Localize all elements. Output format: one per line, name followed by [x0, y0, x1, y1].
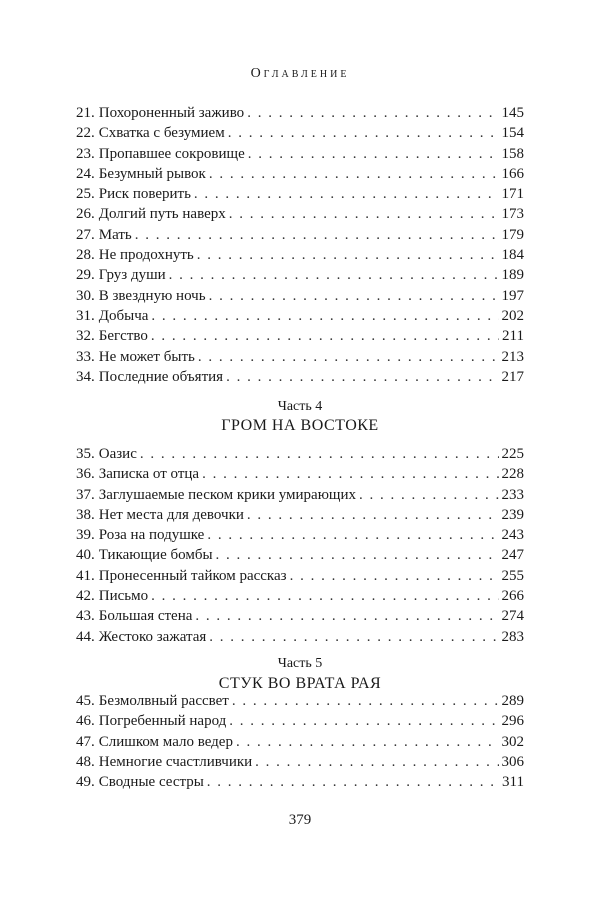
chapter-number: 34.: [76, 368, 95, 385]
chapter-page-number: 197: [501, 287, 524, 304]
toc-entry: [76, 225, 524, 245]
toc-entry: [76, 545, 524, 565]
chapter-number: 29.: [76, 267, 95, 284]
chapter-page-number: 239: [501, 506, 524, 523]
chapter-title: Долгий путь наверх: [98, 206, 226, 223]
chapter-title: Не может быть: [98, 348, 195, 365]
chapter-title: Сводные сестры: [98, 774, 204, 791]
dot-leader: [226, 367, 498, 387]
chapter-number: 47.: [76, 733, 95, 750]
chapter-number: 38.: [76, 506, 95, 523]
chapter-page-number: 189: [501, 267, 524, 284]
toc-entry: [76, 627, 524, 647]
toc-entry: [76, 505, 524, 525]
chapter-number: 49.: [76, 774, 95, 791]
chapter-page-number: 179: [501, 226, 524, 243]
chapter-number: 44.: [76, 628, 95, 645]
dot-leader: [140, 444, 499, 464]
toc-entry: [76, 732, 524, 752]
dot-leader: [232, 691, 499, 711]
chapter-number: 45.: [76, 693, 95, 709]
toc-entry: [76, 306, 524, 326]
chapter-title: Груз души: [98, 267, 166, 284]
dot-leader: [209, 627, 498, 647]
dot-leader: [197, 245, 499, 265]
dot-leader: [247, 103, 498, 123]
chapter-title: Немногие счастливчики: [98, 753, 253, 770]
toc-entry: [76, 485, 524, 505]
toc-entry: [76, 286, 524, 306]
chapter-page-number: 217: [501, 368, 524, 385]
chapter-page-number: 233: [501, 486, 524, 503]
dot-leader: [198, 347, 499, 367]
toc-entry: [76, 164, 524, 184]
toc-entry: [76, 752, 524, 772]
toc-entry: [76, 347, 524, 367]
toc-entry: [76, 711, 524, 731]
chapter-number: 46.: [76, 713, 95, 730]
chapter-title: Безумный рывок: [98, 165, 206, 182]
toc-entry: [76, 464, 524, 484]
chapter-page-number: 173: [501, 206, 524, 223]
chapter-page-number: 166: [501, 165, 524, 182]
dot-leader: [135, 225, 499, 245]
chapter-number: 33.: [76, 348, 95, 365]
chapter-page-number: 266: [501, 588, 524, 605]
toc-entry: [76, 586, 524, 606]
chapter-number: 24.: [76, 165, 95, 182]
chapter-title: Риск поверить: [98, 186, 191, 203]
chapter-number: 26.: [76, 206, 95, 223]
dot-leader: [255, 752, 498, 772]
chapter-number: 25.: [76, 186, 95, 203]
part-4-label: Часть 4: [277, 399, 323, 414]
chapter-title: Большая стена: [98, 608, 193, 625]
chapter-title: Роза на подушке: [98, 527, 205, 544]
chapter-page-number: 302: [501, 733, 524, 750]
chapter-title: Заглушаемые песком крики умирающих: [98, 486, 356, 503]
dot-leader: [202, 464, 498, 484]
chapter-title: Оазис: [98, 446, 137, 462]
chapter-page-number: 145: [501, 105, 524, 121]
chapter-page-number: 154: [501, 125, 524, 142]
chapter-page-number: 274: [501, 608, 524, 625]
toc-entry: [76, 204, 524, 224]
chapter-title: Безмолвный рассвет: [98, 693, 229, 709]
toc-entry: [76, 265, 524, 285]
chapter-page-number: 247: [501, 547, 524, 564]
dot-leader: [216, 545, 499, 565]
toc-entry: [76, 184, 524, 204]
toc-entry: [76, 444, 524, 464]
chapter-page-number: 213: [501, 348, 524, 365]
chapter-title: Жестоко зажатая: [98, 628, 207, 645]
toc-entry: [76, 606, 524, 626]
toc-entry: [76, 103, 524, 123]
chapter-number: 35.: [76, 446, 95, 462]
chapter-page-number: 184: [501, 247, 524, 264]
toc-entry: [76, 566, 524, 586]
dot-leader: [209, 164, 499, 184]
chapter-page-number: 225: [501, 446, 524, 462]
page-number: 379: [288, 812, 312, 828]
chapter-number: 21.: [76, 105, 95, 121]
chapter-number: 36.: [76, 466, 95, 483]
chapter-title: В звездную ночь: [98, 287, 206, 304]
chapter-title: Записка от отца: [98, 466, 200, 483]
dot-leader: [229, 711, 498, 731]
part-4-title: ГРОМ НА ВОСТОКЕ: [221, 417, 379, 434]
dot-leader: [290, 566, 499, 586]
toc-part-4: [76, 444, 524, 647]
dot-leader: [359, 485, 499, 505]
toc-group-1: [76, 103, 524, 387]
dot-leader: [248, 144, 499, 164]
chapter-title: Похороненный заживо: [98, 105, 245, 121]
chapter-page-number: 243: [501, 527, 524, 544]
dot-leader: [209, 286, 499, 306]
chapter-title: Слишком мало ведер: [98, 733, 233, 750]
toc-entry: [76, 367, 524, 387]
dot-leader: [247, 505, 499, 525]
chapter-number: 43.: [76, 608, 95, 625]
toc-entry: [76, 245, 524, 265]
chapter-title: Мать: [98, 226, 132, 243]
chapter-page-number: 289: [501, 693, 524, 709]
chapter-number: 41.: [76, 567, 95, 584]
dot-leader: [207, 525, 498, 545]
toc-entry: [76, 525, 524, 545]
chapter-number: 27.: [76, 226, 95, 243]
chapter-title: Пропавшее сокровище: [98, 145, 245, 162]
chapter-page-number: 255: [501, 567, 524, 584]
chapter-page-number: 311: [502, 774, 524, 791]
dot-leader: [151, 326, 499, 346]
running-header: Оглавление: [250, 66, 350, 81]
chapter-number: 22.: [76, 125, 95, 142]
chapter-title: Бегство: [98, 328, 148, 345]
dot-leader: [195, 606, 498, 626]
dot-leader: [169, 265, 499, 285]
chapter-title: Последние объятия: [98, 368, 224, 385]
chapter-number: 40.: [76, 547, 95, 564]
chapter-page-number: 202: [501, 307, 524, 324]
chapter-page-number: 283: [501, 628, 524, 645]
toc-entry: [76, 772, 524, 792]
chapter-number: 39.: [76, 527, 95, 544]
chapter-title: Пронесенный тайком рассказ: [98, 567, 287, 584]
part-5-label: Часть 5: [277, 656, 323, 671]
chapter-title: Схватка с безумием: [98, 125, 225, 142]
chapter-title: Добыча: [98, 307, 149, 324]
chapter-title: Письмо: [98, 588, 149, 605]
toc-entry: [76, 326, 524, 346]
chapter-number: 42.: [76, 588, 95, 605]
chapter-title: Тикающие бомбы: [98, 547, 213, 564]
chapter-page-number: 211: [502, 328, 524, 345]
dot-leader: [151, 306, 498, 326]
chapter-number: 48.: [76, 753, 95, 770]
dot-leader: [228, 123, 499, 143]
chapter-page-number: 228: [501, 466, 524, 483]
part-5-title: СТУК ВО ВРАТА РАЯ: [218, 675, 382, 692]
dot-leader: [151, 586, 498, 606]
chapter-page-number: 296: [501, 713, 524, 730]
dot-leader: [236, 732, 499, 752]
toc-entry: [76, 144, 524, 164]
toc-entry: [76, 123, 524, 143]
chapter-number: 30.: [76, 287, 95, 304]
toc-entry: [76, 691, 524, 711]
chapter-page-number: 171: [501, 186, 524, 203]
chapter-title: Не продохнуть: [98, 247, 194, 264]
chapter-number: 32.: [76, 328, 95, 345]
chapter-page-number: 158: [501, 145, 524, 162]
chapter-title: Нет места для девочки: [98, 506, 244, 523]
chapter-number: 23.: [76, 145, 95, 162]
chapter-number: 31.: [76, 307, 95, 324]
toc-part-5: [76, 691, 524, 792]
chapter-number: 28.: [76, 247, 95, 264]
chapter-title: Погребенный народ: [98, 713, 227, 730]
chapter-page-number: 306: [501, 753, 524, 770]
chapter-number: 37.: [76, 486, 95, 503]
dot-leader: [194, 184, 499, 204]
dot-leader: [207, 772, 499, 792]
dot-leader: [229, 204, 499, 224]
